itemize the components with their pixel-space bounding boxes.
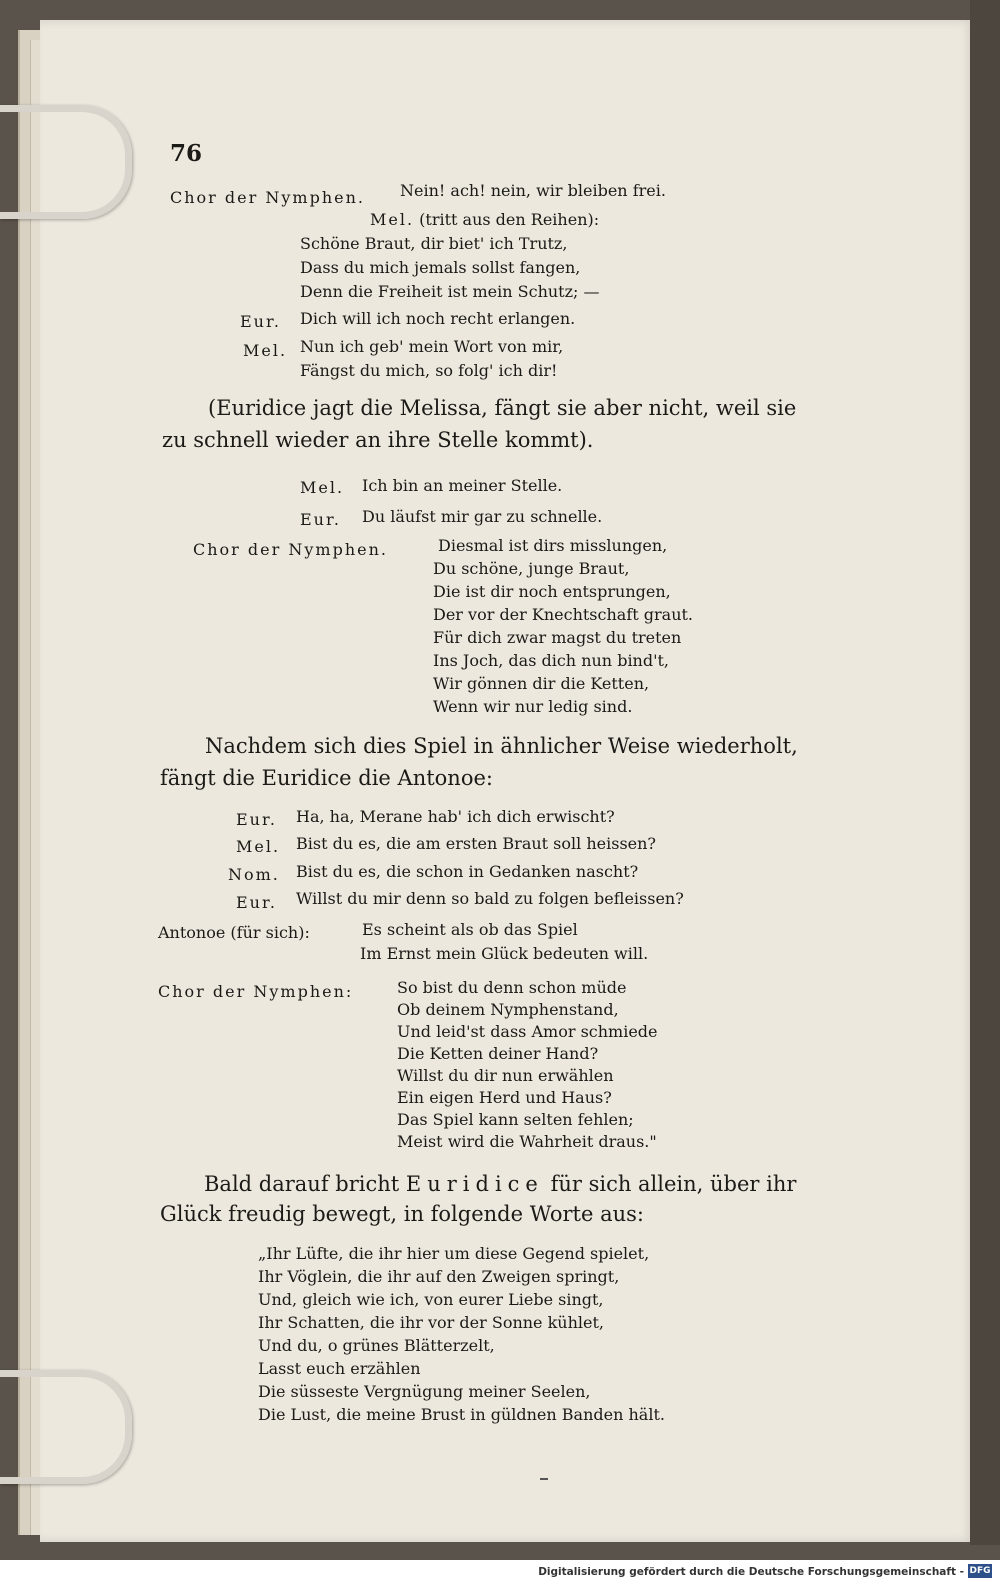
verse-line: Bist du es, die am ersten Braut soll heissen? <box>296 834 657 853</box>
verse-line: Dich will ich noch recht erlangen. <box>300 309 576 328</box>
verse-line: Wir gönnen dir die Ketten, <box>433 674 650 693</box>
speaker-eur: Eur. <box>300 510 341 529</box>
verse-line: Die Lust, die meine Brust in güldnen Banden hält. <box>258 1405 665 1424</box>
verse-line: So bist du denn schon müde <box>397 978 627 997</box>
verse-line: Es scheint als ob das Spiel <box>362 920 578 939</box>
verse-line: Diesmal ist dirs misslungen, <box>438 536 668 555</box>
verse-line: Der vor der Knechtschaft graut. <box>433 605 694 624</box>
verse-line: Die süsseste Vergnügung meiner Seelen, <box>258 1382 591 1401</box>
verse-line: Bist du es, die schon in Gedanken nascht? <box>296 862 639 881</box>
speaker-eur: Eur. <box>236 893 277 912</box>
page-number: 76 <box>170 140 203 167</box>
speaker-eur: Eur. <box>236 810 277 829</box>
verse-line: Das Spiel kann selten fehlen; <box>397 1110 634 1129</box>
prose-line: Bald darauf bricht Euridice für sich allein, über ihr <box>204 1172 797 1196</box>
mel-direction-line: Mel. (tritt aus den Reihen): <box>370 210 600 229</box>
prose-line: zu schnell wieder an ihre Stelle kommt). <box>162 428 594 452</box>
speaker-chor: Chor der Nymphen. <box>193 540 388 559</box>
verse-line: Fängst du mich, so folg' ich dir! <box>300 361 558 380</box>
verse-line: Und du, o grünes Blätterzelt, <box>258 1336 495 1355</box>
verse-line: Ob deinem Nymphenstand, <box>397 1000 619 1019</box>
verse-line: Du läufst mir gar zu schnelle. <box>362 507 603 526</box>
verse-line: Du schöne, junge Braut, <box>433 559 630 578</box>
paper-clip-top <box>0 105 132 219</box>
verse-line: Meist wird die Wahrheit draus." <box>397 1132 657 1151</box>
verse-line: Dass du mich jemals sollst fangen, <box>300 258 581 277</box>
verse-line: Wenn wir nur ledig sind. <box>433 697 633 716</box>
speaker-chor: Chor der Nymphen. <box>170 188 365 207</box>
verse-line: Ich bin an meiner Stelle. <box>362 476 563 495</box>
verse-line: Schöne Braut, dir biet' ich Trutz, <box>300 234 568 253</box>
digitization-credit: Digitalisierung gefördert durch die Deutsche Forschungsgemeinschaft - <box>538 1566 964 1578</box>
prose-line: (Euridice jagt die Melissa, fängt sie aber nicht, weil sie <box>208 396 797 420</box>
binding-shadow <box>970 0 1000 1545</box>
chor-line: Nein! ach! nein, wir bleiben frei. <box>400 181 666 200</box>
verse-line: Die ist dir noch entsprungen, <box>433 582 671 601</box>
prose-line: Glück freudig bewegt, in folgende Worte aus: <box>160 1202 644 1226</box>
verse-line: Ihr Schatten, die ihr vor der Sonne kühlet, <box>258 1313 605 1332</box>
verse-line: Im Ernst mein Glück bedeuten will. <box>360 944 649 963</box>
verse-line: Ha, ha, Merane hab' ich dich erwischt? <box>296 807 615 826</box>
speaker-chor: Chor der Nymphen: <box>158 982 354 1001</box>
speaker-mel: Mel. <box>300 478 345 497</box>
verse-line: Für dich zwar magst du treten <box>433 628 682 647</box>
prose-line: Nachdem sich dies Spiel in ähnlicher Weise wiederholt, <box>205 734 798 758</box>
verse-line: Ihr Vöglein, die ihr auf den Zweigen springt, <box>258 1267 620 1286</box>
verse-line: Willst du dir nun erwählen <box>397 1066 614 1085</box>
verse-line: Lasst euch erzählen <box>258 1359 421 1378</box>
verse-line: Und leid'st dass Amor schmiede <box>397 1022 658 1041</box>
verse-line: Ins Joch, das dich nun bind't, <box>433 651 670 670</box>
verse-line: Und, gleich wie ich, von eurer Liebe singt, <box>258 1290 604 1309</box>
speaker-eur: Eur. <box>240 312 281 331</box>
prose-line: fängt die Euridice die Antonoe: <box>160 766 493 790</box>
speaker-mel: Mel. <box>236 837 281 856</box>
verse-line: Nun ich geb' mein Wort von mir, <box>300 337 564 356</box>
paper-clip-bottom <box>0 1370 132 1484</box>
speaker-nom: Nom. <box>228 865 280 884</box>
speaker-antonoe: Antonoe (für sich): <box>158 923 310 942</box>
verse-line: Denn die Freiheit ist mein Schutz; — <box>300 282 600 301</box>
verse-line: Die Ketten deiner Hand? <box>397 1044 599 1063</box>
verse-line: „Ihr Lüfte, die ihr hier um diese Gegend spielet, <box>258 1244 650 1263</box>
dfg-logo: DFG <box>969 1566 991 1576</box>
verse-line: Willst du mir denn so bald zu folgen befleissen? <box>296 889 684 908</box>
ink-mark <box>540 1478 548 1480</box>
verse-line: Ein eigen Herd und Haus? <box>397 1088 612 1107</box>
speaker-mel: Mel. <box>243 341 288 360</box>
